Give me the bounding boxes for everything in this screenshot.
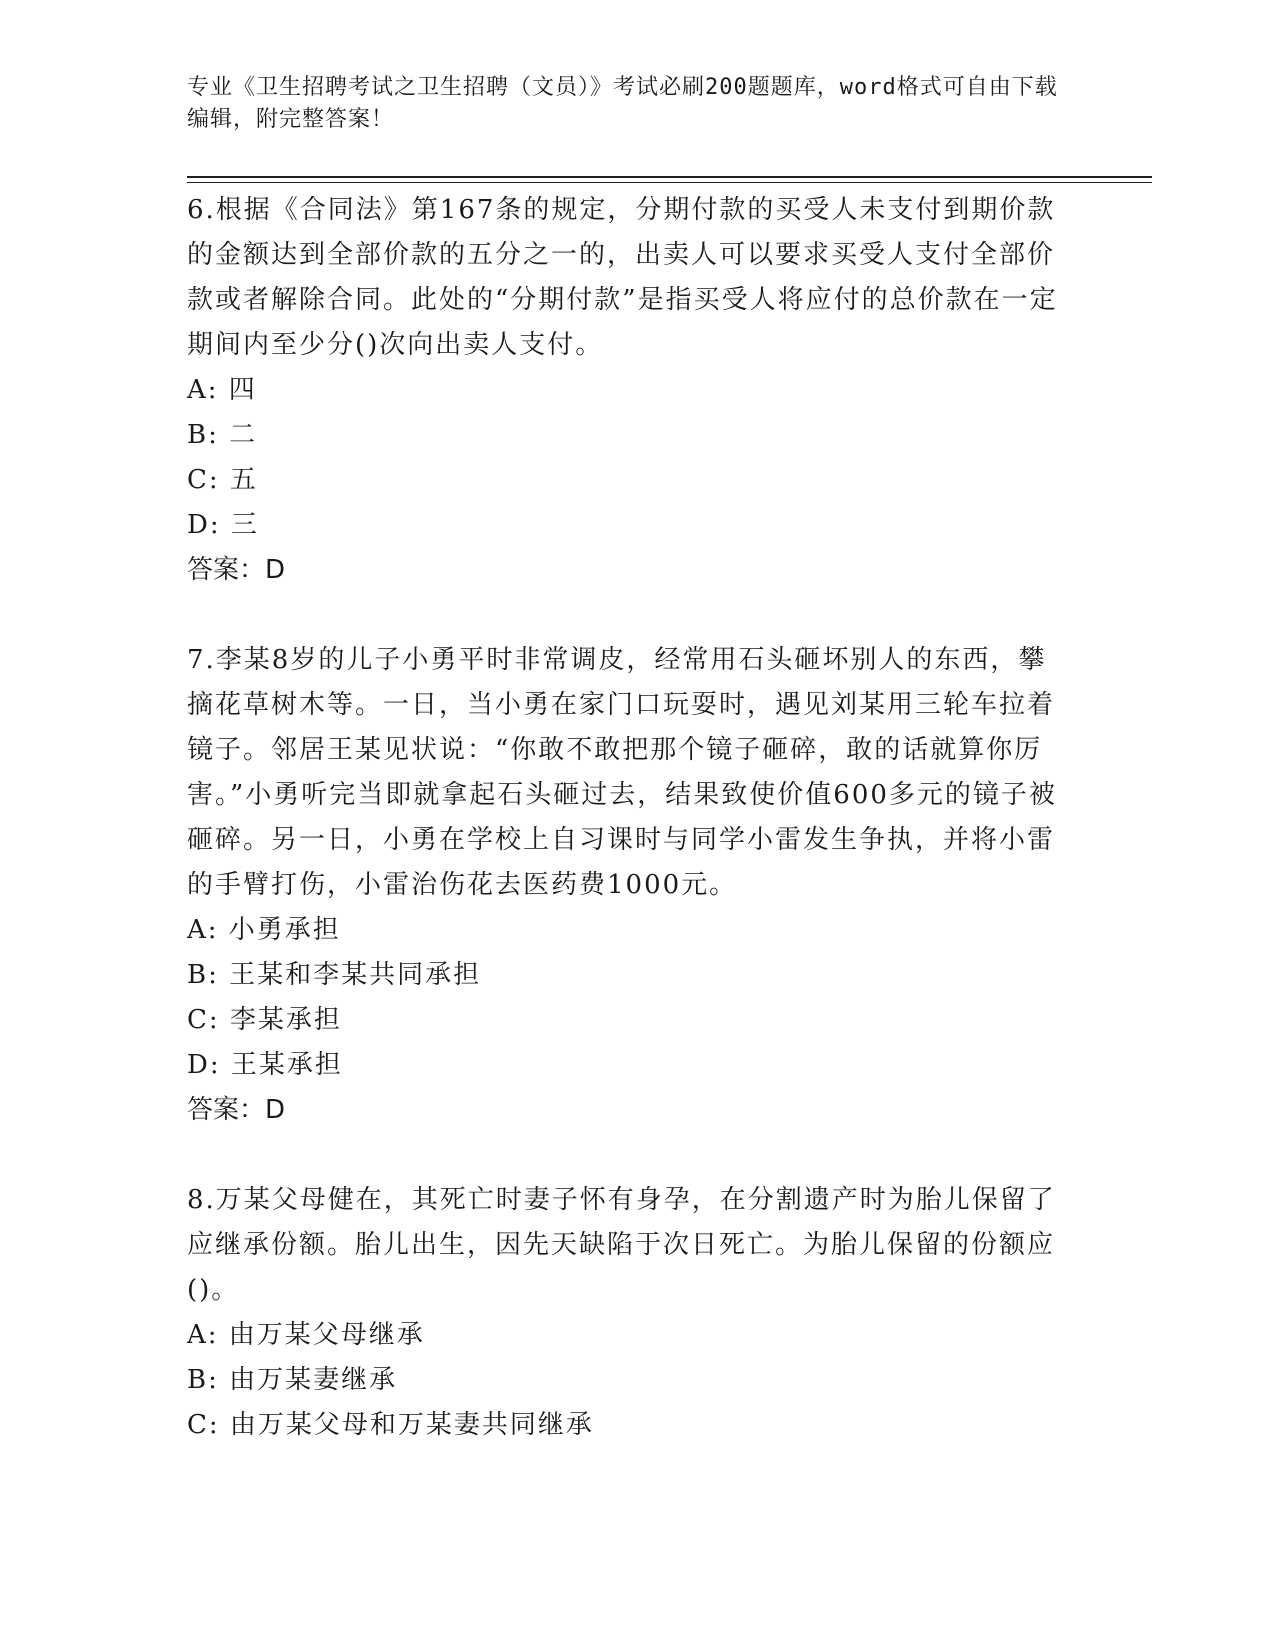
question-stem: 6.根据《合同法》第167条的规定，分期付款的买受人未支付到期价款的金额达到全部价款的五分之一的，出卖人可以要求买受人支付全部价款或者解除合同。此处的“分期付款”是指买受人将应付的总价款在一定期间内至少分()次向出卖人支付。	[187, 195, 1058, 360]
option-b: B: 由万某妻继承	[187, 1365, 398, 1395]
option-d: D: 王某承担	[187, 1050, 343, 1080]
document-header: 专业《卫生招聘考试之卫生招聘（文员）》考试必刷200题题库，word格式可自由下载编辑，附完整答案！	[187, 75, 1058, 132]
option-a: A: 小勇承担	[187, 915, 341, 945]
option-a: A: 四	[187, 375, 257, 405]
option-c: C: 由万某父母和万某妻共同继承	[187, 1410, 594, 1440]
header-divider-thin	[187, 182, 1152, 183]
question-stem: 7.李某8岁的儿子小勇平时非常调皮，经常用石头砸坏别人的东西，攀摘花草树木等。一日，当小勇在家门口玩耍时，遇见刘某用三轮车拉着镜子。邻居王某见状说：“你敢不敢把那个镜子砸碎，敢的话就算你厉害。”小勇听完当即就拿起石头砸过去，结果致使价值600多元的镜子被砸碎。另一日，小勇在学校上自习课时与同学小雷发生争执，并将小雷的手臂打伤，小雷治伤花去医药费1000元。	[187, 645, 1057, 900]
option-b: B: 二	[187, 420, 258, 450]
question-8	[187, 1178, 1067, 1448]
option-c: C: 李某承担	[187, 1005, 342, 1035]
question-list	[187, 188, 1067, 1448]
question-stem: 8.万某父母健在，其死亡时妻子怀有身孕，在分割遗产时为胎儿保留了应继承份额。胎儿出生，因先天缺陷于次日死亡。为胎儿保留的份额应()。	[187, 1185, 1056, 1305]
option-d: D: 三	[187, 510, 259, 540]
question-6	[187, 188, 1067, 593]
header-divider-thick	[187, 176, 1152, 178]
answer-line: 答案：D	[187, 555, 286, 585]
question-7	[187, 638, 1067, 1133]
answer-line: 答案：D	[187, 1095, 286, 1125]
option-a: A: 由万某父母继承	[187, 1320, 425, 1350]
option-c: C: 五	[187, 465, 258, 495]
option-b: B: 王某和李某共同承担	[187, 960, 482, 990]
